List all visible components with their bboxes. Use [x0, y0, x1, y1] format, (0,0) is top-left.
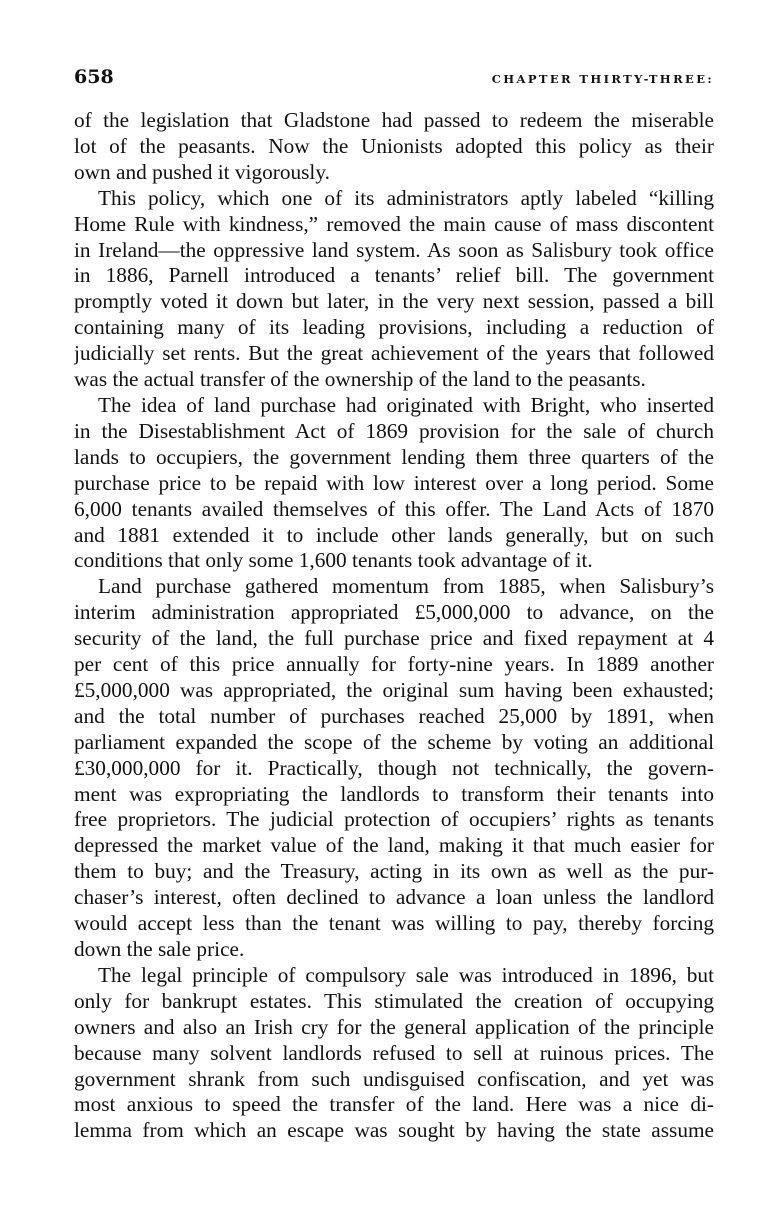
text-line: depressed the market value of the land, making it that much easier for — [74, 833, 714, 858]
text-line: in the Disestablishment Act of 1869 provision for the sale of church — [74, 418, 714, 443]
text-line: free proprietors. The judicial protection of occupiers’ rights as tenants — [74, 807, 714, 832]
page-number: 658 — [74, 66, 114, 88]
paragraph — [74, 108, 714, 186]
book-page — [74, 66, 714, 1144]
text-line: government shrank from such undisguised confiscation, and yet was — [74, 1066, 714, 1091]
text-line: parliament expanded the scope of the scheme by voting an additional — [74, 729, 714, 754]
text-line: and the total number of purchases reached 25,000 by 1891, when — [74, 703, 714, 728]
text-line: of the legislation that Gladstone had passed to redeem the miserable — [74, 108, 714, 132]
text-line: £30,000,000 for it. Practically, though not technically, the govern- — [74, 755, 714, 780]
text-line: The idea of land purchase had originated with Bright, who inserted — [98, 392, 714, 417]
text-line: in 1886, Parnell introduced a tenants’ relief bill. The government — [74, 263, 714, 288]
text-line: lands to occupiers, the government lending them three quarters of the — [74, 444, 714, 469]
text-line: 6,000 tenants availed themselves of this offer. The Land Acts of 1870 — [74, 496, 714, 521]
text-line: because many solvent landlords refused to sell at ruinous prices. The — [74, 1040, 714, 1065]
paragraph — [74, 574, 714, 963]
text-line: £5,000,000 was appropriated, the original sum having been exhausted; — [74, 677, 714, 702]
text-line: chaser’s interest, often declined to advance a loan unless the landlord — [74, 885, 714, 910]
page-header — [74, 66, 714, 94]
text-line: purchase price to be repaid with low interest over a long period. Some — [74, 470, 714, 495]
text-line: This policy, which one of its administrators aptly labeled “killing — [98, 185, 714, 210]
text-line: them to buy; and the Treasury, acting in its own as well as the pur- — [74, 859, 714, 884]
text-line: conditions that only some 1,600 tenants took advantage of it. — [74, 548, 593, 573]
body-text — [74, 108, 714, 1144]
text-line: promptly voted it down but later, in the very next session, passed a bill — [74, 289, 714, 314]
text-line: would accept less than the tenant was willing to pay, thereby forcing — [74, 911, 714, 936]
text-line: The legal principle of compulsory sale was introduced in 1896, but — [98, 962, 714, 987]
text-line: containing many of its leading provisions, including a reduction of — [74, 315, 714, 340]
text-line: Land purchase gathered momentum from 1885, when Salisbury’s — [98, 574, 714, 599]
text-line: most anxious to speed the transfer of the land. Here was a nice di- — [74, 1092, 714, 1117]
text-line: only for bankrupt estates. This stimulated the creation of occupying — [74, 988, 714, 1013]
text-line: judicially set rents. But the great achievement of the years that followed — [74, 341, 714, 366]
text-line: and 1881 extended it to include other lands generally, but on such — [74, 522, 714, 547]
text-line: own and pushed it vigorously. — [74, 159, 330, 184]
text-line: in Ireland—the oppressive land system. As soon as Salisbury took office — [74, 237, 714, 262]
running-head: CHAPTER THIRTY-THREE: — [491, 72, 714, 86]
text-line: interim administration appropriated £5,000,000 to advance, on the — [74, 600, 714, 625]
text-line: ment was expropriating the landlords to transform their tenants into — [74, 781, 714, 806]
text-line: owners and also an Irish cry for the general application of the principle — [74, 1014, 714, 1039]
text-line: security of the land, the full purchase price and fixed repayment at 4 — [74, 626, 714, 651]
text-line: Home Rule with kindness,” removed the main cause of mass discontent — [74, 211, 714, 236]
text-line: lemma from which an escape was sought by having the state assume — [74, 1118, 714, 1143]
text-line: was the actual transfer of the ownership of the land to the peasants. — [74, 367, 646, 392]
paragraph — [74, 186, 714, 393]
text-line: per cent of this price annually for forty-nine years. In 1889 another — [74, 652, 714, 677]
text-line: down the sale price. — [74, 937, 245, 961]
paragraph — [74, 393, 714, 574]
text-line: lot of the peasants. Now the Unionists adopted this policy as their — [74, 133, 714, 158]
paragraph — [74, 963, 714, 1144]
